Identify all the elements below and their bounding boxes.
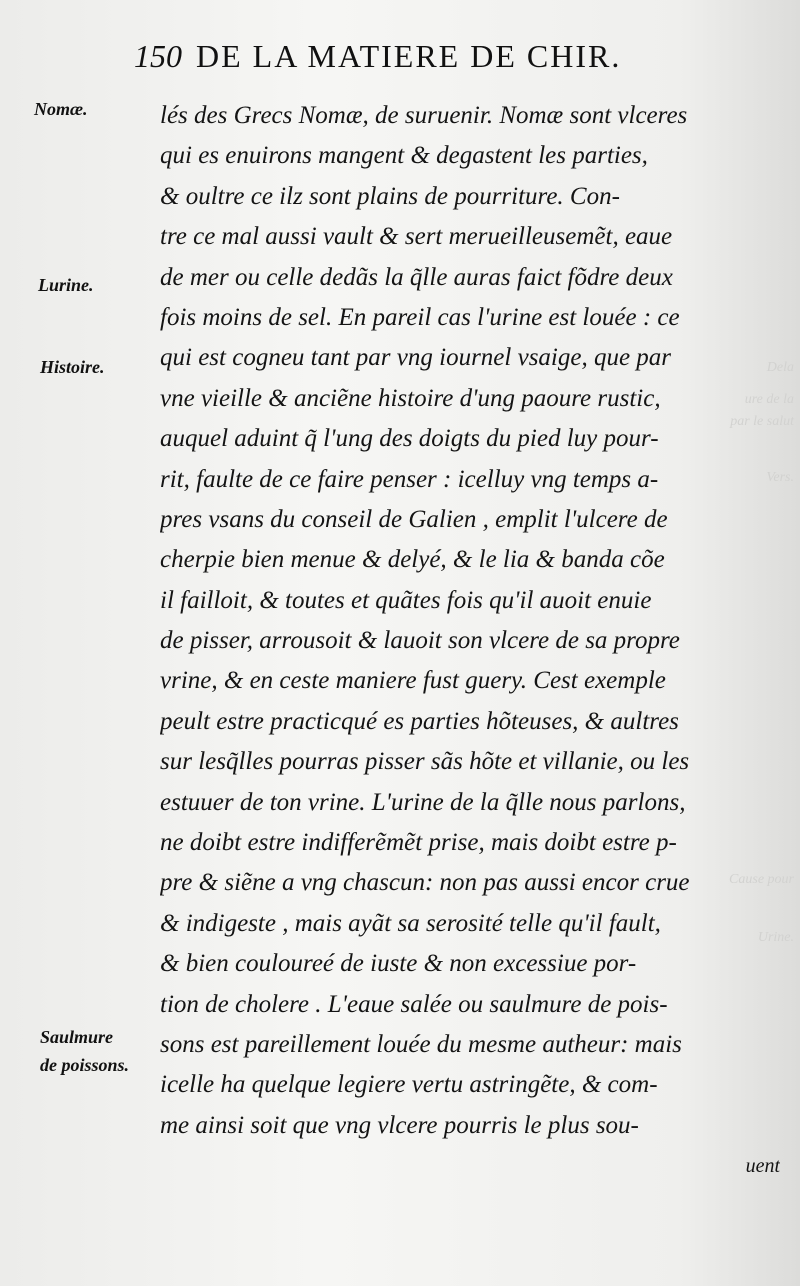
margin-note-poissons: de poissons. — [40, 1055, 130, 1075]
text-line: il failloit, & toutes et quãtes fois qu'il auoit enuie — [160, 586, 652, 614]
text-line: rit, faulte de ce faire penser : icelluy vng temps a- — [160, 465, 659, 493]
text-line: ne doibt estre indifferẽmẽt prise, mais doibt estre p- — [160, 829, 677, 857]
bleed-through-text: Urine. — [757, 930, 794, 945]
page-number: 150 — [134, 38, 182, 74]
text-line: estuuer de ton vrine. L'urine de la q̃lle nous parlons, — [160, 788, 686, 816]
text-line: tre ce mal aussi vault & sert merueilleusemẽt, eaue — [160, 223, 673, 251]
running-header — [134, 38, 782, 75]
text-line: icelle ha quelque legiere vertu astringẽte, & com- — [160, 1071, 658, 1099]
margin-note-nomae: Nomæ. — [34, 99, 88, 119]
text-line: & bien couloureé de iuste & non excessiue por- — [160, 950, 637, 978]
margin-note-histoire: Histoire. — [40, 357, 105, 377]
catchword: uent — [745, 1155, 780, 1178]
text-line: pres vsans du conseil de Galien , emplit l'ulcere de — [160, 505, 668, 533]
body-text — [160, 96, 780, 1187]
text-line: de pisser, arrousoit & lauoit son vlcere de sa propre — [160, 627, 680, 655]
margin-note-saulmure: Saulmure — [40, 1027, 114, 1047]
margin-note-urine: Lurine. — [38, 275, 94, 295]
text-line: pre & siẽne a vng chascun: non pas aussi encor crue — [160, 869, 690, 897]
text-line: sur lesq̃lles pourras pisser sãs hõte et villanie, ou les — [160, 748, 690, 776]
bleed-through-text: par le salut — [730, 414, 794, 429]
bleed-through-text: ure de la — [744, 392, 794, 407]
text-line: cherpie bien menue & delyé, & le lia & banda cõe — [160, 546, 665, 574]
text-line: & oultre ce ilz sont plains de pourriture. Con- — [160, 182, 620, 210]
text-line: sons est pareillement louée du mesme autheur: mais — [160, 1030, 682, 1058]
text-line: & indigeste , mais ayãt sa serosité telle qu'il fault, — [160, 909, 661, 937]
text-line: me ainsi soit que vng vlcere pourris le plus sou- — [160, 1111, 639, 1139]
running-title: DE LA MATIERE DE CHIR. — [196, 38, 622, 74]
text-line: de mer ou celle dedãs la q̃lle auras faict fõdre deux — [160, 263, 673, 291]
text-line: vrine, & en ceste maniere fust guery. Cest exemple — [160, 667, 666, 695]
bleed-through-text: Cause pour — [729, 872, 794, 887]
text-line: lés des Grecs Nomæ, de suruenir. Nomæ sont vlceres — [160, 102, 688, 129]
text-line: vne vieille & anciẽne histoire d'ung paoure rustic, — [160, 384, 661, 412]
text-line: auquel aduint q̃ l'ung des doigts du pied luy pour- — [160, 425, 659, 453]
text-line: peult estre practicqué es parties hõteuses, & aultres — [160, 707, 679, 735]
text-line: qui est cogneu tant par vng iournel vsaige, que par — [160, 344, 672, 372]
text-line: tion de cholere . L'eaue salée ou saulmure de pois- — [160, 990, 668, 1018]
bleed-through-text: Vers. — [766, 470, 794, 485]
text-line: fois moins de sel. En pareil cas l'urine est louée : ce — [160, 303, 680, 331]
bleed-through-text: Dela — [766, 360, 794, 375]
text-line: qui es enuirons mangent & degastent les parties, — [160, 142, 648, 170]
